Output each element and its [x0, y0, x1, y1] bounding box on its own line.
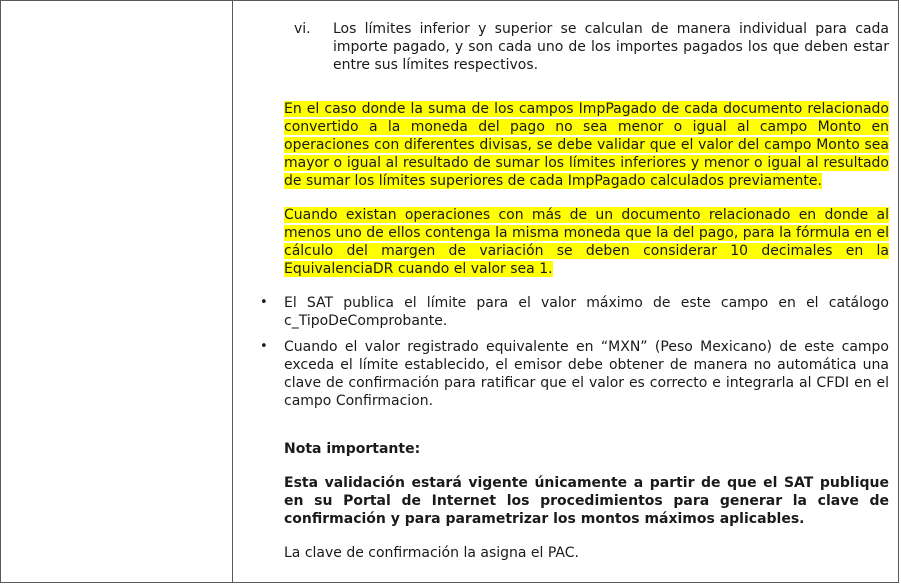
highlighted-paragraph — [284, 100, 889, 190]
highlighted-text: Cuando existan operaciones con más de un documento relacionado en donde al menos uno de ellos contenga la misma moneda que la del pago, para la fórmula en el cálculo del margen de variación se deben considerar 10 decimales en la EquivalenciaDR cuando el valor sea 1. — [284, 207, 889, 277]
table-right-cell — [260, 8, 889, 562]
list-item — [260, 294, 889, 330]
highlighted-text: En el caso donde la suma de los campos ImpPagado de cada documento relacionado convertido a la moneda del pago no sea menor o igual al campo Monto en operaciones con diferentes divisas, se debe validar que el valor del campo Monto sea mayor o igual al resultado de sumar los límites inferiores y menor o igual al resultado de sumar los límites superiores de cada ImpPagado calculados previamente. — [284, 101, 889, 189]
note-body: Esta validación estará vigente únicamente a partir de que el SAT publique en su Portal de Internet los procedimientos para generar la clave de confirmación y para parametrizar los montos máximos aplicables. — [284, 475, 889, 527]
bullet-text: El SAT publica el límite para el valor máximo de este campo en el catálogo c_TipoDeComprobante. — [284, 295, 889, 329]
bullet-icon: • — [260, 295, 268, 310]
roman-item-text: Los límites inferior y superior se calculan de manera individual para cada importe pagado, y son cada uno de los importes pagados los que deben estar entre sus límites respectivos. — [333, 21, 889, 73]
roman-marker: vi. — [294, 21, 311, 37]
bullet-icon: • — [260, 339, 268, 354]
table-column-divider — [232, 0, 233, 583]
note-title: Nota importante: — [284, 441, 421, 457]
bullet-text: Cuando el valor registrado equivalente en “MXN” (Peso Mexicano) de este campo exceda el límite establecido, el emisor debe obtener de manera no automática una clave de confirmación para ratificar que el valor es correcto e integrarla al CFDI en el campo Confirmacion. — [284, 339, 889, 409]
list-item — [260, 338, 889, 410]
closing-text: La clave de confirmación la asigna el PAC. — [284, 545, 579, 561]
roman-list-item-vi — [284, 20, 889, 74]
bullet-list — [260, 294, 889, 410]
highlighted-paragraph — [284, 206, 889, 278]
table-left-cell — [0, 0, 232, 583]
